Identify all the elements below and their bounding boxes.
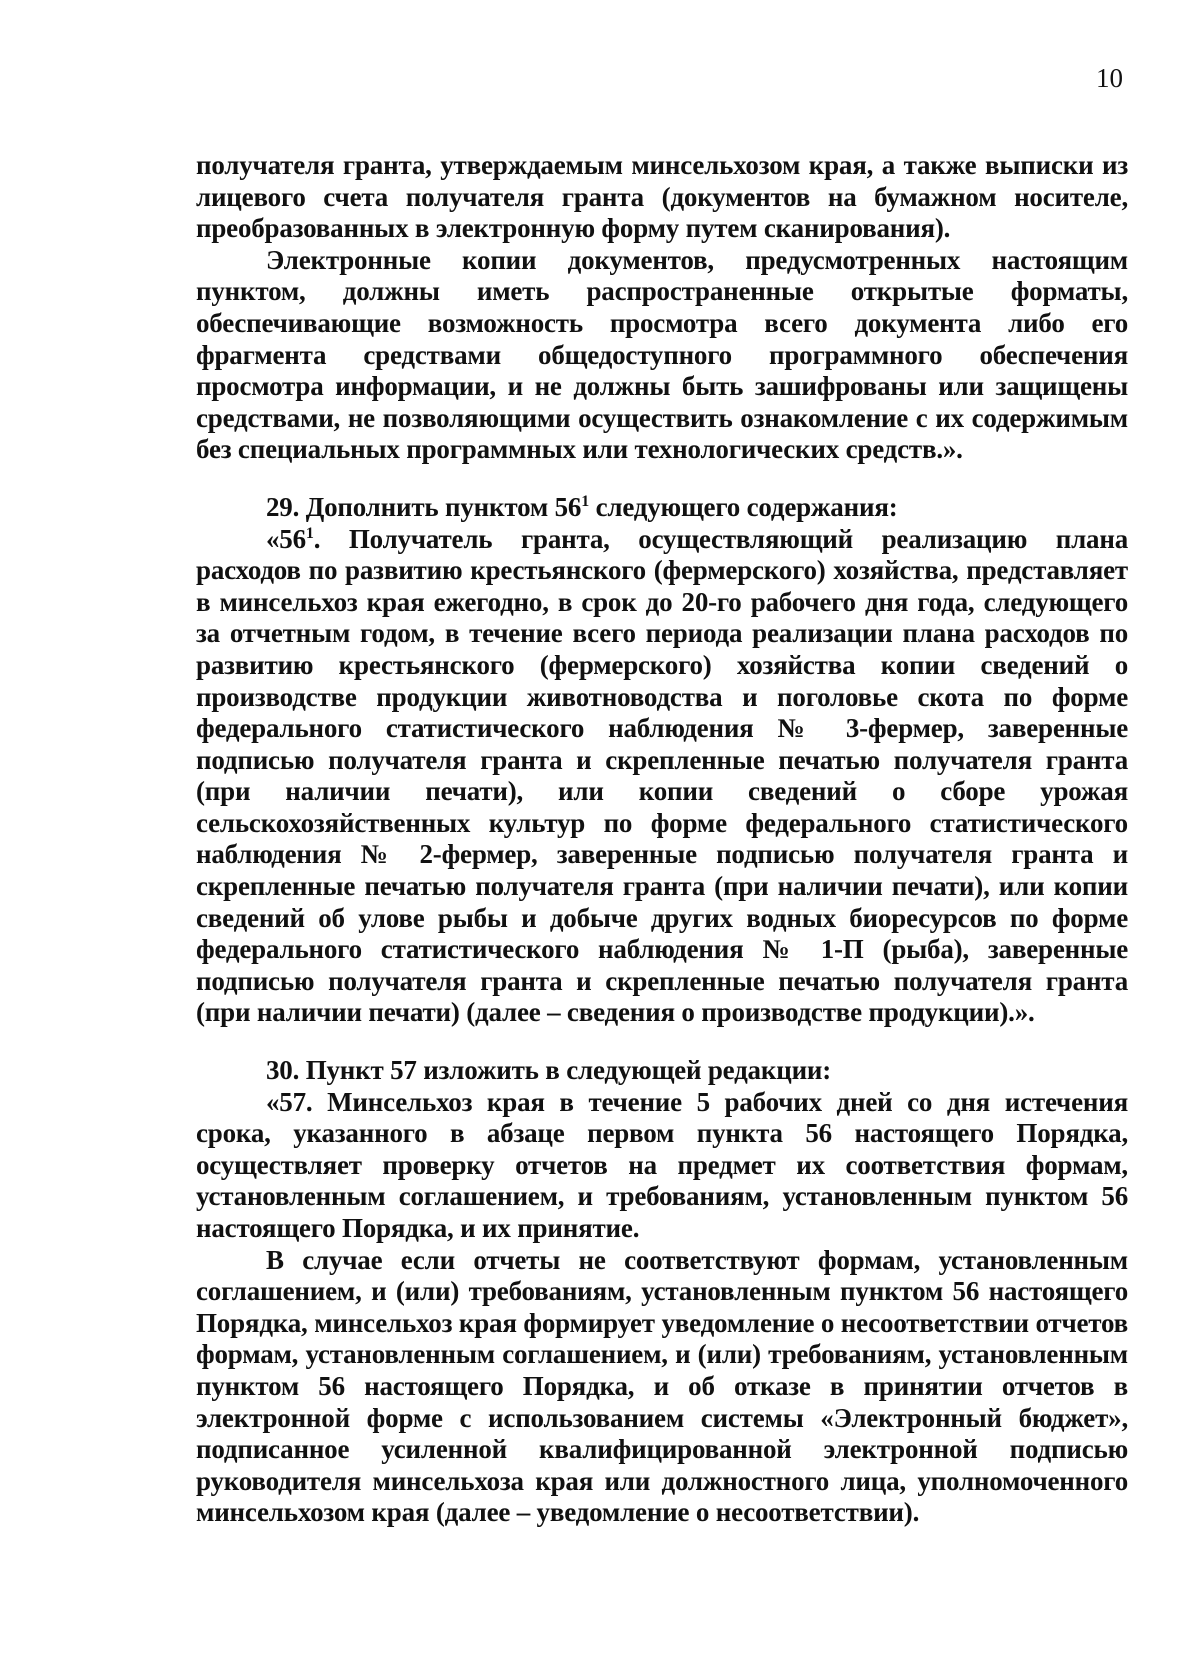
- point-56-1-body: . Получатель гранта, осуществляющий реализацию плана расходов по развитию крестьянского (фермерского) хозяйства, представляет в минсельхоз края ежегодно, в срок до 20-го рабочего дня года, следующего за отчетным годом, в течение всего периода реализации плана расходов по развитию крестьянского (фермерского) хозяйства копии сведений о производстве продукции животноводства и поголовье скота по форме федерального статистического наблюдения № 3-фермер, заверенные подписью получателя гранта и скрепленные печатью получателя гранта (при наличии печати), или копии сведений о сборе урожая сельскохозяйственных культур по форме федерального статистического наблюдения № 2-фермер, заверенные подписью получателя гранта и скрепленные печатью получателя гранта (при наличии печати), или копии сведений об улове рыбы и добыче других водных биоресурсов по форме федерального статистического наблюдения № 1-П (рыба), заверенные подписью получателя гранта и скрепленные печатью получателя гранта (при наличии печати) (далее – сведения о производстве продукции).».: [196, 523, 1128, 1028]
- page-number: 10: [1096, 63, 1123, 93]
- point-56-1-start: «56: [266, 523, 306, 554]
- item-29-text: 29. Дополнить пунктом 56: [266, 491, 582, 522]
- paragraph-item-29: [196, 492, 1128, 524]
- paragraph-nonconformity: В случае если отчеты не соответствуют формам, установленным соглашением, и (или) требованиям, установленным пунктом 56 настоящего Порядка, минсельхоз края формирует уведомление о несоответствии отчетов формам, установленным соглашением, и (или) требованиям, установленным пунктом 56 настоящего Порядка, и об отказе в принятии отчетов в электронной форме с использованием системы «Электронный бюджет», подписанное усиленной квалифицированной электронной подписью руководителя минсельхоза края или должностного лица, уполномоченного минсельхозом края (далее – уведомление о несоответствии).: [196, 1244, 1128, 1528]
- point-56-1-superscript: 1: [305, 524, 314, 542]
- paragraph-point-57: «57. Минсельхоз края в течение 5 рабочих дней со дня истечения срока, указанного в абзаце первом пункта 56 настоящего Порядка, осуществляет проверку отчетов на предмет их соответствия формам, установленным соглашением, и требованиям, установленным пунктом 56 настоящего Порядка, и их принятие.: [196, 1086, 1128, 1243]
- document-body: [196, 150, 1128, 1529]
- paragraph-electronic-copies: Электронные копии документов, предусмотренных настоящим пунктом, должны иметь распространенные открытые форматы, обеспечивающие возможность просмотра всего документа либо его фрагмента средствами общедоступного программного обеспечения просмотра информации, и не должны быть зашифрованы или защищены средствами, не позволяющими осуществить ознакомление с их содержимым без специальных программных или технологических средств.».: [196, 244, 1128, 465]
- paragraph-point-56-1: [196, 524, 1128, 1030]
- paragraph-item-30: 30. Пункт 57 изложить в следующей редакции:: [266, 1055, 832, 1086]
- item-29-text-end: следующего содержания:: [589, 491, 898, 522]
- paragraph-continuation: получателя гранта, утверждаемым минсельхозом края, а также выписки из лицевого счета получателя гранта (документов на бумажном носителе, преобразованных в электронную форму путем сканирования).: [196, 150, 1128, 244]
- item-29-superscript: 1: [581, 492, 590, 510]
